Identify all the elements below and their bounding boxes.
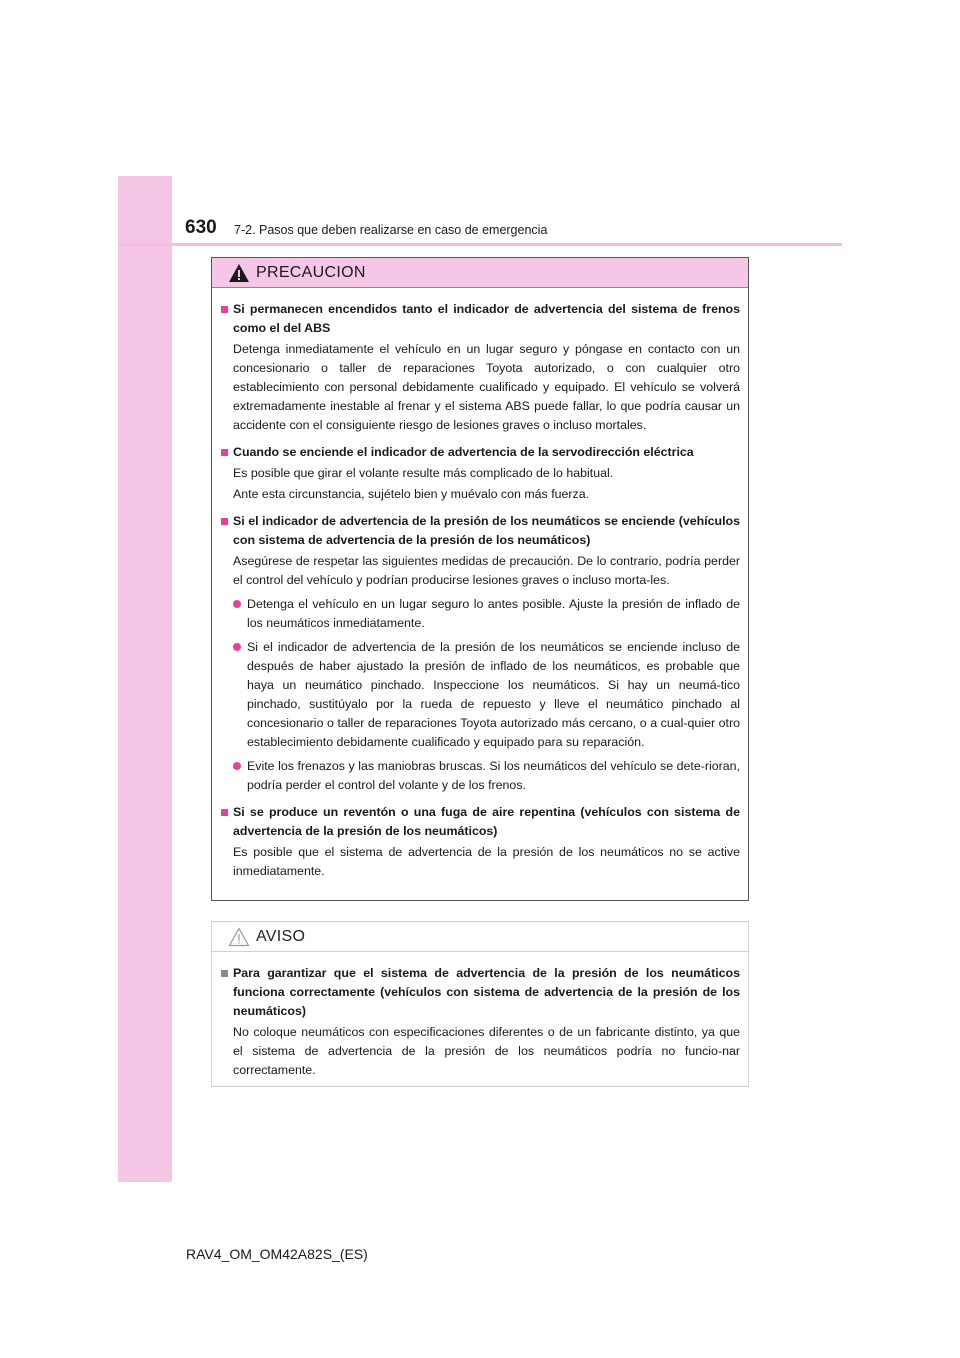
caution-header (212, 258, 748, 288)
section-title: 7-2. Pasos que deben realizarse en caso de emergencia (234, 223, 548, 237)
bullet-text: Detenga el vehículo en un lugar seguro lo antes posible. Ajuste la presión de inflado de los neumáticos inmediatamente. (247, 597, 740, 630)
item-paragraph: Es posible que girar el volante resulte más complicado de lo habitual. (233, 466, 614, 480)
item-title (220, 803, 740, 841)
bullet-item (220, 638, 740, 752)
item-title (220, 964, 740, 1021)
item-title-text: Si permanecen encendidos tanto el indicador de advertencia del sistema de frenos como el del ABS (233, 302, 740, 335)
notice-header (212, 922, 748, 952)
item-paragraph: Asegúrese de respetar las siguientes medidas de precaución. De lo contrario, podría perder el control del vehículo y podrían producirse lesiones graves o incluso morta-les. (233, 554, 740, 587)
warning-item (220, 803, 740, 881)
notice-body (212, 952, 748, 1080)
item-title (220, 300, 740, 338)
bullet-item (220, 757, 740, 795)
warning-item (220, 300, 740, 435)
item-paragraph: Es posible que el sistema de advertencia de la presión de los neumáticos no se active inmediatamente. (233, 845, 740, 878)
notice-title: AVISO (256, 927, 306, 945)
round-bullet-icon (233, 643, 241, 651)
item-title-text: Si se produce un reventón o una fuga de aire repentina (vehículos con sistema de advertencia de la presión de los neumáticos) (233, 805, 740, 838)
caution-body (212, 288, 748, 881)
document-code: RAV4_OM_OM42A82S_(ES) (186, 1246, 368, 1262)
warning-item (220, 512, 740, 795)
square-bullet-icon (221, 809, 228, 816)
bullet-text: Si el indicador de advertencia de la presión de los neumáticos se enciende incluso de después de haber ajustado la presión de inflado de los neumáticos, es probable que haya un neumático pinchado. Inspeccione los neumáticos. Si hay un neumá-tico pinchado, sustitúyalo por la rueda de repuesto y lleve el neumático pinchado al concesionario o taller de reparaciones Toyota autorizado más cercano, o a cual-quier otro establecimiento debidamente cualificado y equipado para su reparación. (247, 640, 740, 749)
item-title (220, 443, 740, 462)
round-bullet-icon (233, 600, 241, 608)
bullet-text: Evite los frenazos y las maniobras bruscas. Si los neumáticos del vehículo se dete-rioran, podría perder el control del volante y de los frenos. (247, 759, 740, 792)
bullet-item (220, 595, 740, 633)
square-bullet-icon (221, 518, 228, 525)
item-title-text: Cuando se enciende el indicador de advertencia de la servodirección eléctrica (233, 445, 694, 459)
item-paragraph: Ante esta circunstancia, sujételo bien y muévalo con más fuerza. (233, 487, 590, 501)
item-title-text: Para garantizar que el sistema de advertencia de la presión de los neumáticos funciona correctamente (vehículos con sistema de advertencia de la presión de los neumáticos) (233, 966, 740, 1018)
item-title-text: Si el indicador de advertencia de la presión de los neumáticos se enciende (vehículos con sistema de advertencia de la presión de los neumáticos) (233, 514, 740, 547)
warning-item (220, 964, 740, 1080)
page-side-band (118, 176, 172, 1182)
square-bullet-icon (221, 306, 228, 313)
square-bullet-icon (221, 970, 228, 977)
caution-title: PRECAUCION (256, 263, 366, 281)
warning-triangle-outline-icon (228, 927, 250, 947)
warning-triangle-filled-icon (228, 263, 250, 283)
item-paragraph: No coloque neumáticos con especificaciones diferentes o de un fabricante distinto, ya que el sistema de advertencia de la presión de los neumáticos podría no funcio-nar correctamente. (233, 1025, 740, 1077)
round-bullet-icon (233, 762, 241, 770)
item-paragraph: Detenga inmediatamente el vehículo en un lugar seguro y póngase en contacto con un concesionario o taller de reparaciones Toyota autorizado, o con cualquier otro establecimiento con personal debidamente cualificado y equipado. El vehículo se volverá extremadamente inestable al frenar y el sistema ABS puede fallar, lo que podría causar un accidente con el consiguiente riesgo de lesiones graves o incluso mortales. (233, 342, 740, 432)
square-bullet-icon (221, 449, 228, 456)
notice-box (211, 921, 749, 1087)
warning-item (220, 443, 740, 504)
caution-box (211, 257, 749, 901)
header-divider (118, 243, 842, 246)
page-number: 630 (185, 217, 217, 238)
item-title (220, 512, 740, 550)
